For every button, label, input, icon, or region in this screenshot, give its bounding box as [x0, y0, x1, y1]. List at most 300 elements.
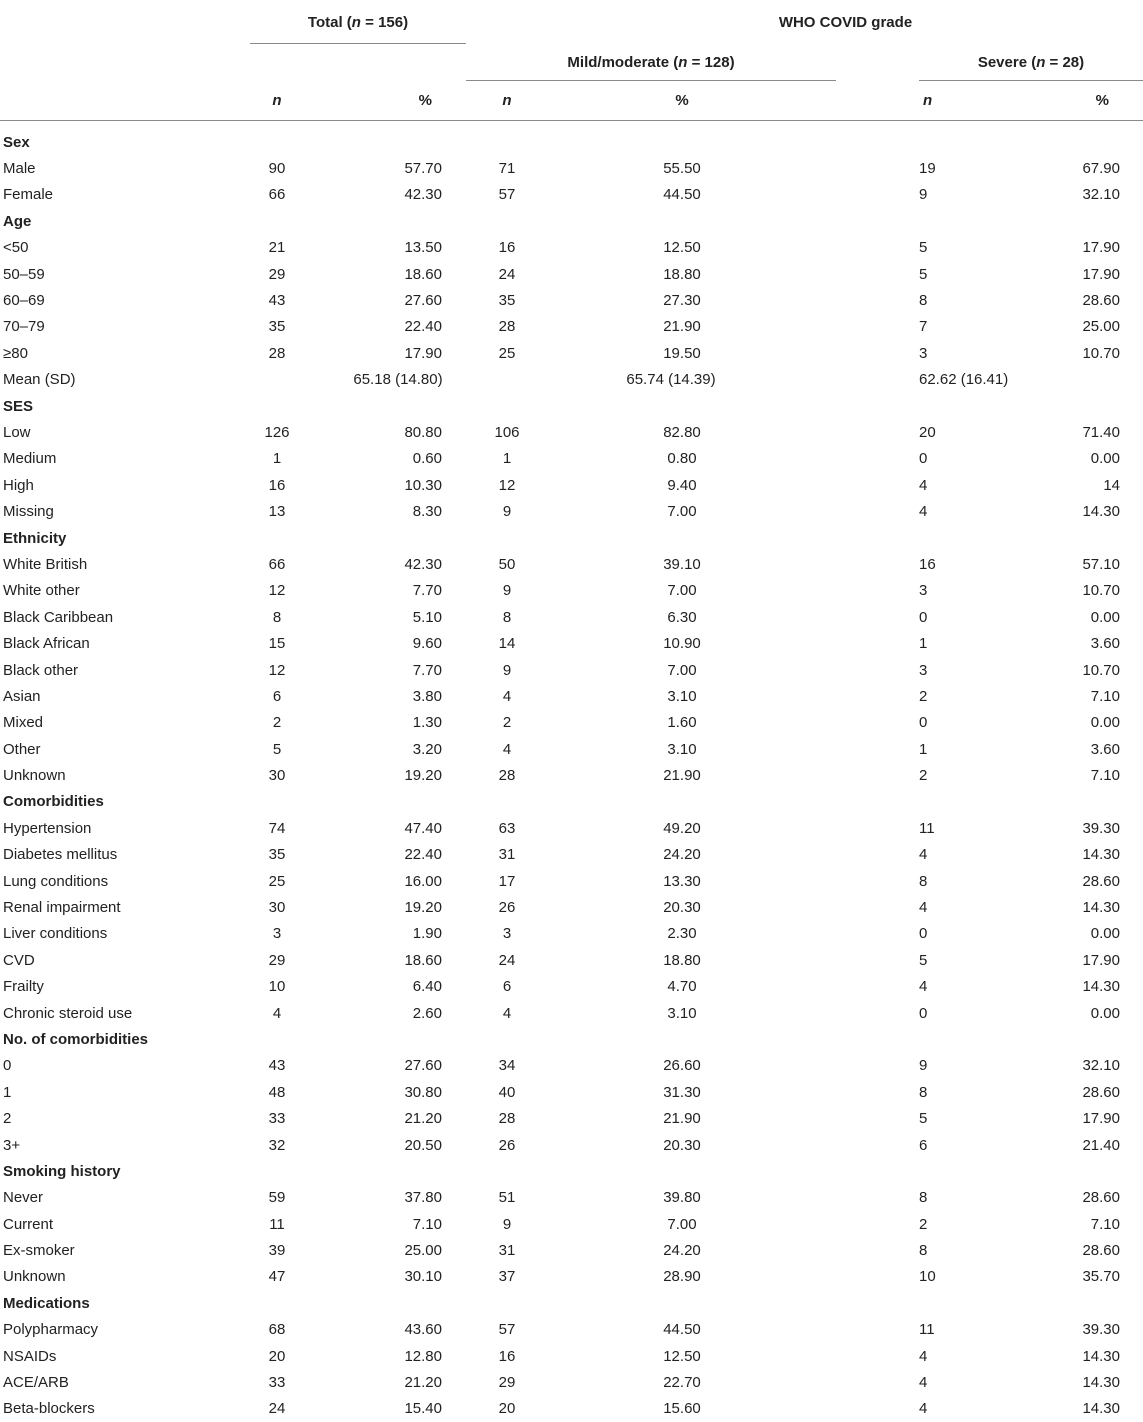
- row-label: Asian: [3, 687, 41, 705]
- total-pct: 37.80: [404, 1189, 442, 1207]
- section-label: Comorbidities: [3, 793, 104, 811]
- mild-n: 57: [498, 186, 516, 204]
- total-n: 21: [268, 239, 286, 257]
- severe-n: 0: [919, 1004, 928, 1022]
- severe-pct: 3.60: [1090, 740, 1120, 758]
- severe-pct: 10.70: [1082, 661, 1120, 679]
- mild-n: 9: [502, 503, 512, 521]
- total-pct: 27.60: [404, 292, 442, 310]
- total-n: 29: [268, 951, 286, 969]
- mild-n: 9: [502, 582, 512, 600]
- total-pct: 7.70: [412, 661, 442, 679]
- total-n: 59: [268, 1189, 286, 1207]
- header-severe-n: n: [923, 91, 933, 109]
- total-n: 66: [268, 555, 286, 573]
- mild-pct: 7.00: [667, 582, 697, 600]
- table-row: [0, 1079, 1143, 1105]
- severe-pct: 71.40: [1082, 423, 1120, 441]
- severe-pct: 39.30: [1082, 819, 1120, 837]
- mild-pct: 19.50: [663, 344, 701, 362]
- total-n: 4: [272, 1004, 282, 1022]
- mild-n: 106: [494, 423, 520, 441]
- severe-n: 5: [919, 239, 928, 257]
- header-row-2: [0, 44, 1143, 81]
- mild-n: 4: [502, 1004, 512, 1022]
- row-label: Unknown: [3, 1268, 66, 1286]
- severe-n: 5: [919, 1110, 928, 1128]
- header-mild-n: n: [502, 91, 512, 109]
- total-n: 13: [268, 503, 286, 521]
- table-row: [0, 1211, 1143, 1237]
- table-row: [0, 578, 1143, 604]
- mild-n: 9: [502, 1215, 512, 1233]
- total-pct: 42.30: [404, 186, 442, 204]
- total-pct: 16.00: [404, 872, 442, 890]
- row-label: 3+: [3, 1136, 21, 1154]
- row-label: Male: [3, 160, 36, 178]
- severe-pct: 14.30: [1082, 1374, 1120, 1392]
- table-row: [0, 182, 1143, 208]
- severe-n: 2: [919, 687, 928, 705]
- table-row: [0, 868, 1143, 894]
- mild-pct: 2.30: [667, 925, 697, 943]
- row-label: Renal impairment: [3, 899, 121, 917]
- severe-pct: 0.00: [1090, 1004, 1120, 1022]
- table-row: [0, 1053, 1143, 1079]
- total-n: 39: [268, 1242, 286, 1260]
- severe-n: 0: [919, 450, 928, 468]
- row-label: Mean (SD): [3, 371, 76, 389]
- total-pct: 43.60: [404, 1321, 442, 1339]
- table-body: [0, 129, 1143, 1422]
- row-label: Mixed: [3, 714, 44, 732]
- section-header-row: [0, 129, 1143, 155]
- severe-n: 4: [919, 503, 928, 521]
- severe-n: 16: [919, 555, 936, 573]
- mild-pct: 22.70: [663, 1374, 701, 1392]
- table-row: [0, 1369, 1143, 1395]
- mild-pct: 6.30: [667, 608, 697, 626]
- severe-n: 2: [919, 767, 928, 785]
- severe-n: 4: [919, 978, 928, 996]
- severe-pct: 14: [1103, 476, 1120, 494]
- mild-n: 35: [498, 292, 516, 310]
- total-n: 126: [264, 423, 290, 441]
- total-pct: 30.80: [404, 1083, 442, 1101]
- total-n: 35: [268, 318, 286, 336]
- mild-n: 20: [498, 1400, 516, 1418]
- severe-n: 8: [919, 872, 928, 890]
- mild-n: 31: [498, 1242, 516, 1260]
- total-pct: 12.80: [404, 1347, 442, 1365]
- total-pct: 2.60: [412, 1004, 442, 1022]
- severe-pct: 35.70: [1082, 1268, 1120, 1286]
- table-row: [0, 155, 1143, 181]
- table-row: [0, 736, 1143, 762]
- row-label: 60–69: [3, 292, 45, 310]
- severe-n: 5: [919, 265, 928, 283]
- total-pct: 9.60: [412, 635, 442, 653]
- total-pct: 0.60: [412, 450, 442, 468]
- severe-pct: 14.30: [1082, 899, 1120, 917]
- table-row: [0, 1185, 1143, 1211]
- header-total-n: n: [272, 91, 282, 109]
- row-label: Polypharmacy: [3, 1321, 99, 1339]
- severe-pct: 67.90: [1082, 160, 1120, 178]
- table-row: [0, 1343, 1143, 1369]
- header-row-1: [0, 0, 1143, 44]
- mild-pct: 82.80: [663, 423, 701, 441]
- severe-pct: 21.40: [1082, 1136, 1120, 1154]
- table-row: [0, 340, 1143, 366]
- severe-n: 4: [919, 899, 928, 917]
- mild-pct: 10.90: [663, 635, 701, 653]
- mild-pct: 31.30: [663, 1083, 701, 1101]
- row-label: Ex-smoker: [3, 1242, 75, 1260]
- severe-n: 5: [919, 951, 928, 969]
- row-label: Missing: [3, 503, 54, 521]
- mild-n: 12: [498, 476, 516, 494]
- total-n: 16: [268, 476, 286, 494]
- total-pct: 13.50: [404, 239, 442, 257]
- severe-n: 3: [919, 344, 928, 362]
- total-pct: 27.60: [404, 1057, 442, 1075]
- severe-n: 3: [919, 661, 928, 679]
- total-pct: 1.90: [412, 925, 442, 943]
- total-n: 74: [268, 819, 286, 837]
- mild-pct: 20.30: [663, 899, 701, 917]
- mild-pct: 4.70: [667, 978, 697, 996]
- total-n: 33: [268, 1110, 286, 1128]
- header-severe-pct: %: [1095, 91, 1109, 109]
- row-label: <50: [3, 239, 29, 257]
- total-pct: 6.40: [412, 978, 442, 996]
- table-row: [0, 1317, 1143, 1343]
- table-row: [0, 657, 1143, 683]
- row-label: 2: [3, 1110, 12, 1128]
- row-label: Current: [3, 1215, 54, 1233]
- severe-pct: 28.60: [1082, 292, 1120, 310]
- table-row: [0, 1105, 1143, 1131]
- mild-n: 50: [498, 555, 516, 573]
- total-value: 65.18 (14.80): [353, 371, 443, 389]
- row-label: Never: [3, 1189, 44, 1207]
- mild-n: 6: [502, 978, 512, 996]
- mild-n: 51: [498, 1189, 516, 1207]
- severe-pct: 32.10: [1082, 1057, 1120, 1075]
- row-label: High: [3, 476, 34, 494]
- table-row: [0, 1264, 1143, 1290]
- severe-pct: 39.30: [1082, 1321, 1120, 1339]
- total-n: 30: [268, 899, 286, 917]
- total-n: 12: [268, 661, 286, 679]
- section-label: Smoking history: [3, 1162, 121, 1180]
- mild-value: 65.74 (14.39): [626, 371, 716, 389]
- severe-n: 4: [919, 846, 928, 864]
- severe-pct: 7.10: [1090, 687, 1120, 705]
- total-pct: 3.80: [412, 687, 442, 705]
- table-row: [0, 947, 1143, 973]
- mild-pct: 21.90: [663, 318, 701, 336]
- header-gap: [466, 0, 548, 44]
- mild-pct: 3.10: [667, 1004, 697, 1022]
- row-label: 1: [3, 1083, 12, 1101]
- mild-pct: 3.10: [667, 687, 697, 705]
- mild-pct: 21.90: [663, 1110, 701, 1128]
- table-row: [0, 815, 1143, 841]
- total-n: 10: [268, 978, 286, 996]
- mild-n: 28: [498, 1110, 516, 1128]
- total-n: 12: [268, 582, 286, 600]
- section-header-row: [0, 393, 1143, 419]
- mild-n: 1: [502, 450, 512, 468]
- severe-pct: 0.00: [1090, 925, 1120, 943]
- mild-n: 4: [502, 687, 512, 705]
- table-row: [0, 472, 1143, 498]
- total-n: 20: [268, 1347, 286, 1365]
- row-label: Other: [3, 740, 41, 758]
- mild-pct: 12.50: [663, 1347, 701, 1365]
- total-n: 30: [268, 767, 286, 785]
- total-pct: 25.00: [404, 1242, 442, 1260]
- severe-pct: 7.10: [1090, 767, 1120, 785]
- mild-pct: 44.50: [663, 1321, 701, 1339]
- table-row: [0, 261, 1143, 287]
- mild-pct: 28.90: [663, 1268, 701, 1286]
- row-label: 0: [3, 1057, 12, 1075]
- severe-pct: 17.90: [1082, 1110, 1120, 1128]
- total-pct: 20.50: [404, 1136, 442, 1154]
- severe-pct: 14.30: [1082, 978, 1120, 996]
- row-label: Frailty: [3, 978, 44, 996]
- severe-pct: 14.30: [1082, 503, 1120, 521]
- total-pct: 19.20: [404, 767, 442, 785]
- row-label: NSAIDs: [3, 1347, 57, 1365]
- total-pct: 7.10: [412, 1215, 442, 1233]
- mild-n: 4: [502, 740, 512, 758]
- severe-n: 0: [919, 714, 928, 732]
- table-row: [0, 287, 1143, 313]
- total-pct: 21.20: [404, 1110, 442, 1128]
- mild-n: 29: [498, 1374, 516, 1392]
- mild-n: 40: [498, 1083, 516, 1101]
- table-row: [0, 551, 1143, 577]
- mild-n: 2: [502, 714, 512, 732]
- total-pct: 10.30: [404, 476, 442, 494]
- mild-n: 25: [498, 344, 516, 362]
- section-label: Ethnicity: [3, 529, 67, 547]
- row-label: Hypertension: [3, 819, 92, 837]
- mild-n: 37: [498, 1268, 516, 1286]
- total-n: 48: [268, 1083, 286, 1101]
- total-n: 24: [268, 1400, 286, 1418]
- mild-n: 28: [498, 318, 516, 336]
- row-label: Female: [3, 186, 54, 204]
- severe-n: 8: [919, 1189, 928, 1207]
- total-pct: 18.60: [404, 951, 442, 969]
- total-n: 47: [268, 1268, 286, 1286]
- table-row: [0, 1237, 1143, 1263]
- severe-n: 20: [919, 423, 936, 441]
- mild-pct: 20.30: [663, 1136, 701, 1154]
- total-pct: 15.40: [404, 1400, 442, 1418]
- total-pct: 3.20: [412, 740, 442, 758]
- total-pct: 5.10: [412, 608, 442, 626]
- mild-pct: 18.80: [663, 951, 701, 969]
- row-label: Unknown: [3, 767, 66, 785]
- total-pct: 42.30: [404, 555, 442, 573]
- mild-pct: 55.50: [663, 160, 701, 178]
- severe-n: 0: [919, 925, 928, 943]
- total-pct: 18.60: [404, 265, 442, 283]
- header-mild: Mild/moderate (n = 128): [466, 44, 836, 81]
- table-row: [0, 710, 1143, 736]
- severe-n: 4: [919, 1400, 928, 1418]
- total-n: 11: [269, 1215, 285, 1233]
- mild-pct: 24.20: [663, 1242, 701, 1260]
- mild-pct: 24.20: [663, 846, 701, 864]
- total-pct: 30.10: [404, 1268, 442, 1286]
- row-label: Black Caribbean: [3, 608, 114, 626]
- total-pct: 57.70: [404, 160, 442, 178]
- header-who: WHO COVID grade: [778, 13, 913, 31]
- total-n: 2: [272, 714, 282, 732]
- row-label: White British: [3, 555, 88, 573]
- total-n: 5: [272, 740, 282, 758]
- total-pct: 21.20: [404, 1374, 442, 1392]
- mild-n: 31: [498, 846, 516, 864]
- row-label: 70–79: [3, 318, 45, 336]
- section-label: Sex: [3, 133, 30, 151]
- severe-n: 10: [919, 1268, 936, 1286]
- mild-n: 24: [498, 951, 516, 969]
- section-header-row: [0, 1026, 1143, 1052]
- row-label: 50–59: [3, 265, 45, 283]
- severe-pct: 0.00: [1090, 450, 1120, 468]
- mild-n: 63: [498, 819, 516, 837]
- severe-value: 62.62 (16.41): [919, 371, 1009, 389]
- mild-pct: 13.30: [663, 872, 701, 890]
- mild-n: 16: [498, 1347, 516, 1365]
- total-pct: 7.70: [412, 582, 442, 600]
- total-n: 6: [272, 687, 282, 705]
- mild-n: 26: [498, 899, 516, 917]
- section-label: Age: [3, 212, 32, 230]
- total-n: 32: [268, 1136, 286, 1154]
- mild-n: 28: [498, 767, 516, 785]
- table-row: [0, 235, 1143, 261]
- severe-n: 0: [919, 608, 928, 626]
- severe-n: 4: [919, 1347, 928, 1365]
- row-label: CVD: [3, 951, 35, 969]
- total-n: 43: [268, 1057, 286, 1075]
- table-row: [0, 314, 1143, 340]
- table-row: [0, 894, 1143, 920]
- total-n: 15: [268, 635, 286, 653]
- severe-pct: 17.90: [1082, 951, 1120, 969]
- total-n: 8: [272, 608, 282, 626]
- section-label: SES: [3, 397, 34, 415]
- table-row: [0, 683, 1143, 709]
- severe-n: 4: [919, 1374, 928, 1392]
- total-n: 3: [272, 925, 282, 943]
- total-n: 28: [268, 344, 286, 362]
- mild-pct: 26.60: [663, 1057, 701, 1075]
- mild-n: 71: [498, 160, 516, 178]
- mild-pct: 39.80: [663, 1189, 701, 1207]
- row-label: White other: [3, 582, 80, 600]
- mild-pct: 7.00: [667, 1215, 697, 1233]
- severe-pct: 28.60: [1082, 1242, 1120, 1260]
- header-blank: [0, 0, 250, 44]
- total-pct: 19.20: [404, 899, 442, 917]
- mild-pct: 49.20: [663, 819, 701, 837]
- severe-pct: 25.00: [1082, 318, 1120, 336]
- total-pct: 22.40: [404, 318, 442, 336]
- section-header-row: [0, 208, 1143, 234]
- table-row: [0, 630, 1143, 656]
- header-total: Total (n = 156): [250, 0, 466, 44]
- section-header-row: [0, 1158, 1143, 1184]
- section-label: No. of comorbidities: [3, 1030, 149, 1048]
- severe-n: 2: [919, 1215, 928, 1233]
- header-total-pct: %: [418, 91, 432, 109]
- severe-pct: 28.60: [1082, 1083, 1120, 1101]
- total-pct: 80.80: [404, 423, 442, 441]
- mild-n: 57: [498, 1321, 516, 1339]
- total-pct: 22.40: [404, 846, 442, 864]
- severe-n: 11: [919, 819, 935, 837]
- table-row: [0, 419, 1143, 445]
- table-row: [0, 921, 1143, 947]
- table-row: [0, 1132, 1143, 1158]
- row-label: ACE/ARB: [3, 1374, 69, 1392]
- mild-pct: 18.80: [663, 265, 701, 283]
- row-label: Diabetes mellitus: [3, 846, 118, 864]
- row-label: ≥80: [3, 344, 28, 362]
- mild-n: 17: [498, 872, 516, 890]
- mild-n: 9: [502, 661, 512, 679]
- severe-n: 9: [919, 186, 928, 204]
- row-label: Medium: [3, 450, 57, 468]
- severe-n: 1: [919, 740, 928, 758]
- mild-n: 14: [498, 635, 516, 653]
- severe-pct: 3.60: [1090, 635, 1120, 653]
- severe-pct: 14.30: [1082, 1400, 1120, 1418]
- mild-pct: 15.60: [663, 1400, 701, 1418]
- severe-pct: 0.00: [1090, 714, 1120, 732]
- row-label: Black other: [3, 661, 79, 679]
- row-label: Liver conditions: [3, 925, 108, 943]
- section-header-row: [0, 1290, 1143, 1316]
- severe-pct: 28.60: [1082, 1189, 1120, 1207]
- total-n: 29: [268, 265, 286, 283]
- total-n: 90: [268, 160, 286, 178]
- mild-pct: 0.80: [667, 450, 697, 468]
- severe-pct: 28.60: [1082, 872, 1120, 890]
- severe-pct: 14.30: [1082, 1347, 1120, 1365]
- mild-n: 24: [498, 265, 516, 283]
- table-row: [0, 762, 1143, 788]
- severe-pct: 57.10: [1082, 555, 1120, 573]
- severe-pct: 17.90: [1082, 265, 1120, 283]
- mild-pct: 3.10: [667, 740, 697, 758]
- table-row: [0, 498, 1143, 524]
- table-row: [0, 367, 1143, 393]
- total-n: 35: [268, 846, 286, 864]
- total-pct: 47.40: [404, 819, 442, 837]
- severe-n: 19: [919, 160, 936, 178]
